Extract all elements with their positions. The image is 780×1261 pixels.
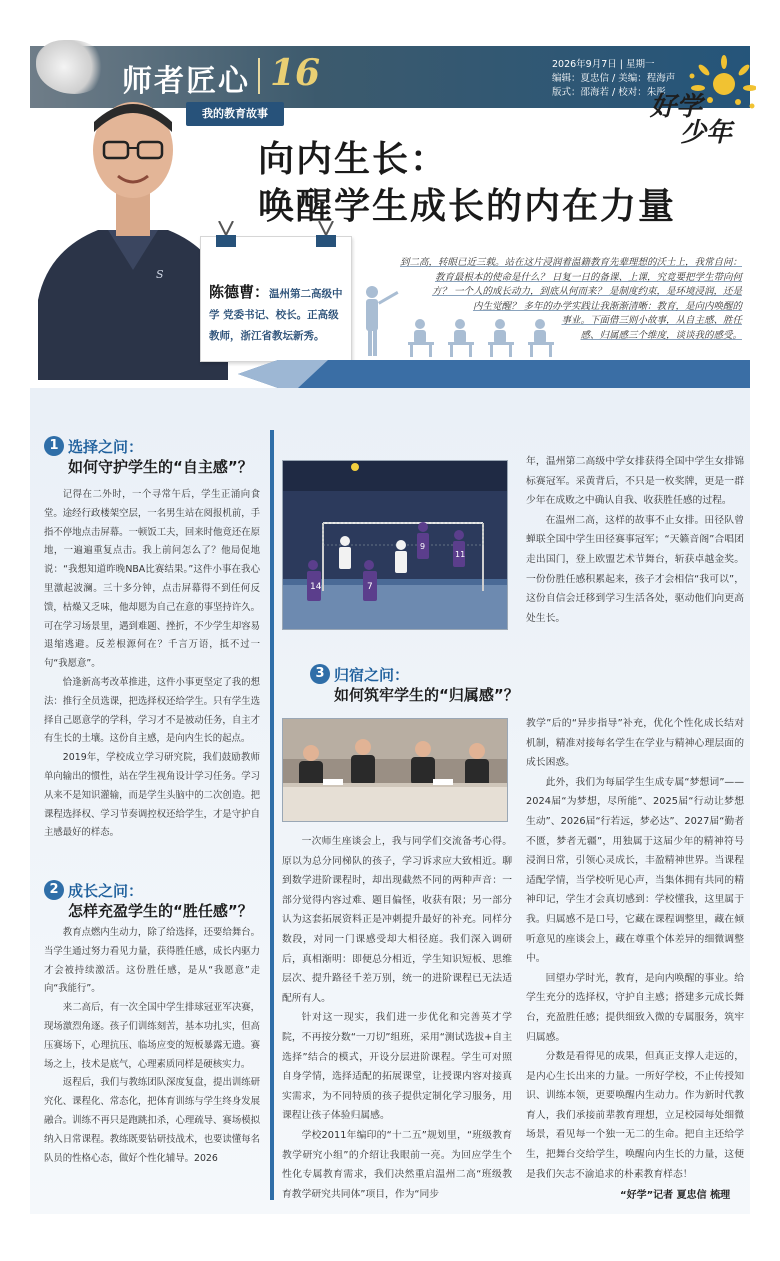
intro-text	[398, 256, 742, 343]
section-2-body	[44, 924, 260, 1206]
intro-line: 感、归属感三个维度，谈谈我的感受。	[580, 329, 742, 341]
jersey-number: 11	[455, 550, 466, 559]
binder-clip-icon	[315, 221, 337, 249]
paragraph: 针对这一现实，我们进一步优化和完善英才学院，不再按分数“一刀切”组班，采用“测试选拔+自主选择”结合的模式，开设分层进阶课程。学生可对照自身学情，选择适配的拓展课堂，让授课内容对接真实需求，为不同特质的孩子提供定制化学习服务，用课程让孩子体验归属感。	[282, 1012, 512, 1122]
paragraph: 回望办学时光，教育，是向内唤醒的事业。给学生充分的选择权，守护自主感；搭建多元成长舞台，充盈胜任感；提供细致入微的专属服务，筑牢归属感。	[526, 972, 744, 1043]
section-3-body-right	[526, 714, 744, 1186]
section-number: 3	[310, 664, 330, 684]
column-tag: 我的教育故事	[186, 102, 284, 126]
paragraph: 分数是看得见的成果，但真正支撑人走远的，是内心生长出来的力量。一所好学校，不止传授知识、训练本领，更要唤醒内生动力。作为新时代教育人，我们承接前辈教育理想，立足校园每处细微场景，看见每一个独一无二的生命。把自主还给学生，把舞台交给学生，唤醒向内生长的力量，这便是我们矢志不渝追求的朴素教育样态！	[526, 1051, 744, 1180]
intro-line: 到二高，转眼已近三载。站在这片浸润着温籍教育先辈理想的沃土上，我常自问：	[399, 257, 742, 268]
paragraph: 来二高后，有一次全国中学生排球冠亚军决赛，现场激烈角逐。孩子们训练刻苦，基本功扎实，但高压赛场下，心理抗压、临场应变的短板暴露无遗。赛场之上，技术是底气，心理素质同样是硬核实力。	[44, 1002, 260, 1070]
column-title: 师者匠心	[122, 64, 250, 99]
paragraph: 教育点燃内生动力，除了给选择，还要给舞台。当学生通过努力看见力量，获得胜任感，成长内驱力才会被持续激活。这份胜任感，是从“我愿意”走向“我能行”。	[44, 927, 260, 995]
logo-line-1: 好学	[650, 92, 703, 122]
section-1-body	[44, 486, 260, 856]
section-title: 选择之问：	[68, 438, 144, 456]
page-number: 16	[270, 52, 321, 94]
section-subtitle: 怎样充盈学生的“胜任感”？	[68, 902, 253, 920]
section-title: 成长之问：	[68, 882, 144, 900]
paragraph: 此外，我们为每届学生生成专属“梦想词”——2024届“为梦想，尽所能”、2025届“行动让梦想生动”、2026届“行若远，梦必达”、2027届“勤者不匮，梦者无疆”，用独属于这届少年的精神符号浸润日常，引领心灵成长，丰盈精神世界。当课程适配学情，当学校听见心声，当集体拥有共同的精神印记，学生才会真切感到：学校懂我，这里属于我。归属感不是口号，它藏在课程调整里，藏在倾听意见的座谈会上，藏在尊重个体差异的细微调整中。	[526, 776, 744, 965]
seminar-photo	[282, 718, 508, 822]
column-divider	[270, 430, 274, 1200]
profile-name: 陈德曹：	[209, 283, 270, 301]
paragraph: 在温州二高，这样的故事不止女排。田径队曾蝉联全国中学生田径赛事冠军；“天籁音阁”合唱团走出国门，登上欧盟艺术节舞台，斩获卓越金奖。一份份胜任感积累起来，孩子才会相信“我可以”，这份自信会迁移到学习生活各处，驱动他们向更高处生长。	[526, 514, 744, 624]
headline-line-2: 唤醒学生成长的内在力量	[258, 186, 677, 227]
intro-line: 内生觉醒？ 多年的办学实践让我渐渐清晰：教育，是向内唤醒的	[472, 300, 742, 312]
headline	[258, 136, 676, 230]
volleyball-scene	[283, 461, 508, 630]
paragraph: 返程后，我们与教练团队深度复盘，提出训练研究化、课程化、常态化，把体育训练与学生终身发展融合。训练不再只是跑跳扣杀，心理疏导、赛场模拟纳入日常课程。教练既要钻研技战术，也要读懂每名队员的性格心态，做好个性化辅导。2026	[44, 1077, 260, 1164]
section-number: 2	[44, 880, 64, 900]
jersey-number: 9	[420, 542, 426, 551]
issue-layout: 版式：邵海若 / 校对：朱彤	[552, 87, 666, 98]
intro-line: 教育最根本的使命是什么？ 日复一日的备课、上课，究竟要把学生带向何	[434, 271, 742, 283]
jersey-number: 7	[367, 582, 373, 592]
seminar-scene	[283, 719, 508, 822]
column-3-top-body	[526, 452, 744, 632]
logo-line-2: 少年	[680, 118, 733, 148]
profile-card	[200, 236, 352, 362]
svg-text:S: S	[156, 268, 164, 281]
paragraph: 教学”后的“异步指导”补充，优化个性化成长结对机制，精准对接每名学生在学业与精神心理层面的成长困惑。	[526, 718, 744, 769]
volleyball-photo	[282, 460, 508, 630]
decorative-band	[238, 360, 750, 388]
jersey-number: 14	[310, 582, 322, 592]
paragraph: 2019年，学校成立学习研究院，我们鼓励教师单向输出的惯性，站在学生视角设计学习任务。学习从来不是知识灌输，而是学生头脑中的二次创造。把课程选择权、学习节奏调控权还给学生，才是守护自主感最好的样态。	[44, 752, 260, 839]
paragraph: 学校2011年编印的“十二五”规划里，“班级教育教学研究小组”的介绍让我眼前一亮。为回应学生个性化专属教育需求，我们决然重启温州二高“班级教育教学研究共同体”项目，作为“同步	[282, 1129, 512, 1200]
section-3-body-left	[282, 832, 512, 1208]
paragraph: 记得在二外时，一个寻常午后，学生正涌向食堂。途经行政楼架空层，一名男生站在阅报机前，手指不停地点击屏幕。一顿饭工夫，回来时他竟还在原地，一遍遍重复点击。我上前问怎么了？他局促地说：“我想知道昨晚NBA比赛结果。”这件小事在我心里激起波澜。三十多分钟，点击屏幕得不到任何反馈，枯燥又乏味，他却愿为自己在意的事坚持许久。可在学习场景里，遇到难题、挫折，不少学生却容易退缩逃避。反差根源何在？千言万语，抵不过一句“我愿意”。	[44, 489, 260, 670]
headline-line-1: 向内生长：	[258, 139, 449, 180]
section-subtitle: 如何筑牢学生的“归属感”？	[334, 686, 519, 704]
issue-editors: 编辑：夏忠信 / 美编：程海声	[552, 73, 676, 84]
section-title: 归宿之问：	[334, 666, 410, 684]
paragraph: 年，温州第二高级中学女排获得全国中学生女排锦标赛冠军。采黄背后，不只是一枚奖牌，更是一群少年在成败之中确认自我、收获胜任感的过程。	[526, 456, 744, 507]
column-separator	[258, 58, 260, 94]
binder-clip-icon	[215, 221, 237, 249]
paragraph: 一次师生座谈会上，我与同学们交流备考心得。原以为总分同梯队的孩子，学习诉求应大致相近。聊到数学进阶课程时，却出现截然不同的两种声音：一部分觉得内容过难、题目偏怪，收获有限；另一部分认为这套拓展资料正是冲刺提升最好的补充。同样分数段，对同一门课感受却大相径庭。我们深入调研后，真相渐明：即便总分相近，学生知识短板、思维层次、提升路径千差万别，统一的进阶课程已无法适配所有人。	[282, 836, 512, 1004]
byline: “好学”记者 夏忠信 梳理	[620, 1190, 731, 1201]
paragraph: 恰逢新高考改革推进，这件小事更坚定了我的想法：推行全员选课，把选择权还给学生。只有学生选择自己愿意学的学科，学习才不是被动任务，自主才有生长的土壤。这份自主感，是向内生长的起点。	[44, 676, 260, 745]
intro-line: 事业。下面借三则小故事，从自主感、胜任	[561, 315, 742, 326]
profile-description: 温州第二高级中学 党委书记、校长。正高级教师，浙江省教坛新秀。	[209, 288, 343, 342]
intro-line: 方？ 一个人的成长动力，到底从何而来？ 是制度约束，是环境浸润，还是	[431, 286, 742, 297]
issue-date: 2026年9月7日 | 星期一	[552, 59, 655, 70]
section-number: 1	[44, 436, 64, 456]
section-subtitle: 如何守护学生的“自主感”？	[68, 458, 253, 476]
